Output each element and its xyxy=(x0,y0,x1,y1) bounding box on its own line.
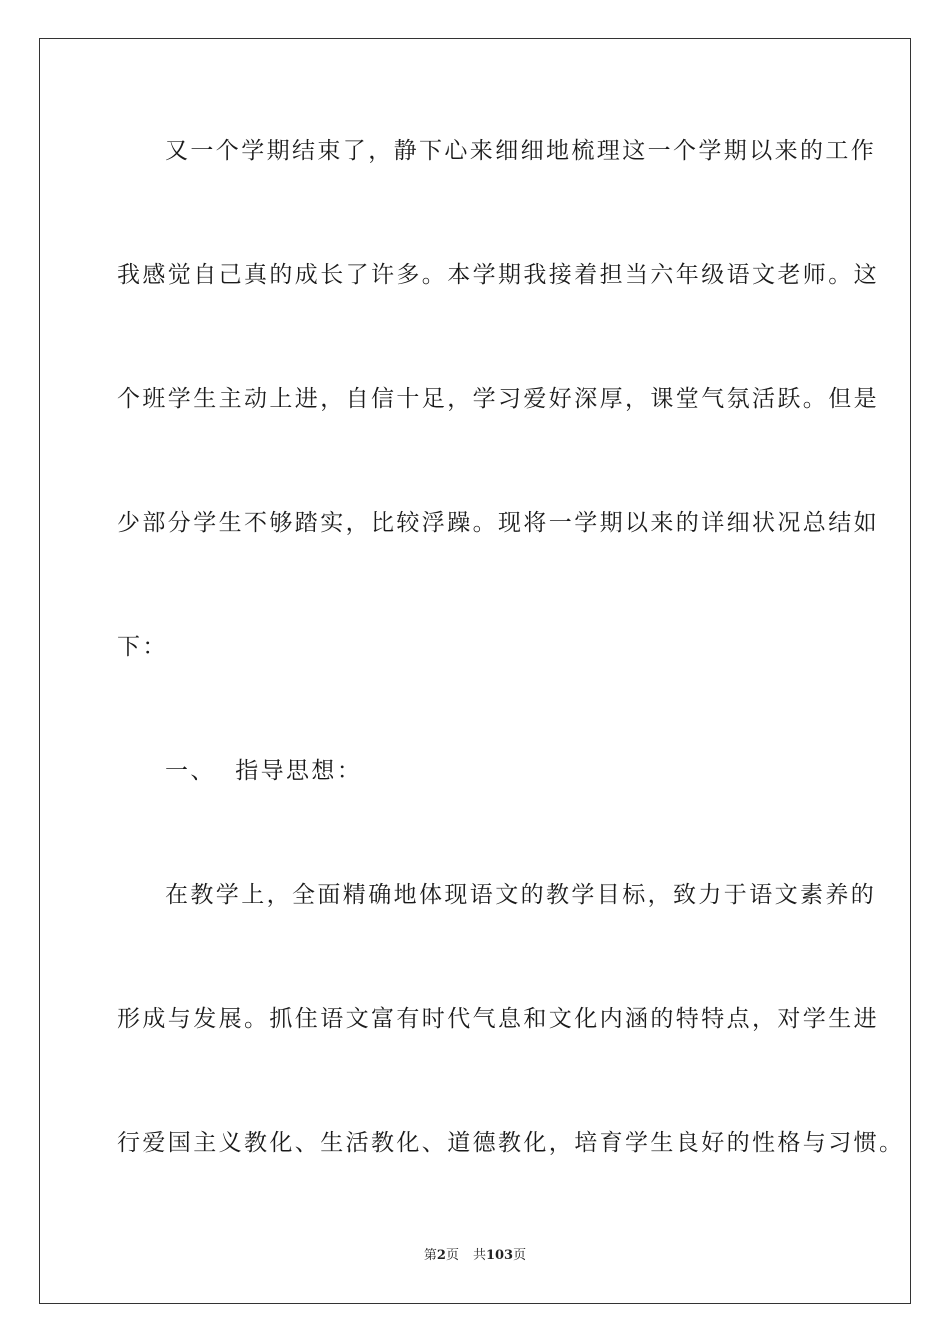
total-prefix: 共 xyxy=(472,1248,486,1263)
paragraph-1-line-4: 少部分学生不够踏实，比较浮躁。现将一学期以来的详细状况总结如 xyxy=(117,510,879,536)
page-footer xyxy=(0,1247,950,1265)
section-heading: 一、 指导思想： xyxy=(165,758,363,784)
paragraph-1-line-5: 下： xyxy=(117,634,168,660)
paragraph-1-line-1: 又一个学期结束了，静下心来细细地梳理这一个学期以来的工作 xyxy=(165,138,877,164)
page-current: 2 xyxy=(436,1248,446,1263)
total-suffix: 页 xyxy=(513,1248,527,1263)
page-border xyxy=(39,38,911,1304)
page-suffix: 页 xyxy=(445,1248,459,1263)
paragraph-1-line-2: 我感觉自己真的成长了许多。本学期我接着担当六年级语文老师。这 xyxy=(117,262,879,288)
paragraph-2-line-3: 行爱国主义教化、生活教化、道德教化，培育学生良好的性格与习惯。 xyxy=(117,1130,905,1156)
paragraph-2-line-2: 形成与发展。抓住语文富有时代气息和文化内涵的特特点，对学生进 xyxy=(117,1006,879,1032)
paragraph-1-line-3: 个班学生主动上进，自信十足，学习爱好深厚，课堂气氛活跃。但是 xyxy=(117,386,879,412)
page-prefix: 第 xyxy=(423,1248,437,1263)
paragraph-2-line-1: 在教学上，全面精确地体现语文的教学目标，致力于语文素养的 xyxy=(165,882,877,908)
total-pages: 103 xyxy=(485,1248,514,1263)
